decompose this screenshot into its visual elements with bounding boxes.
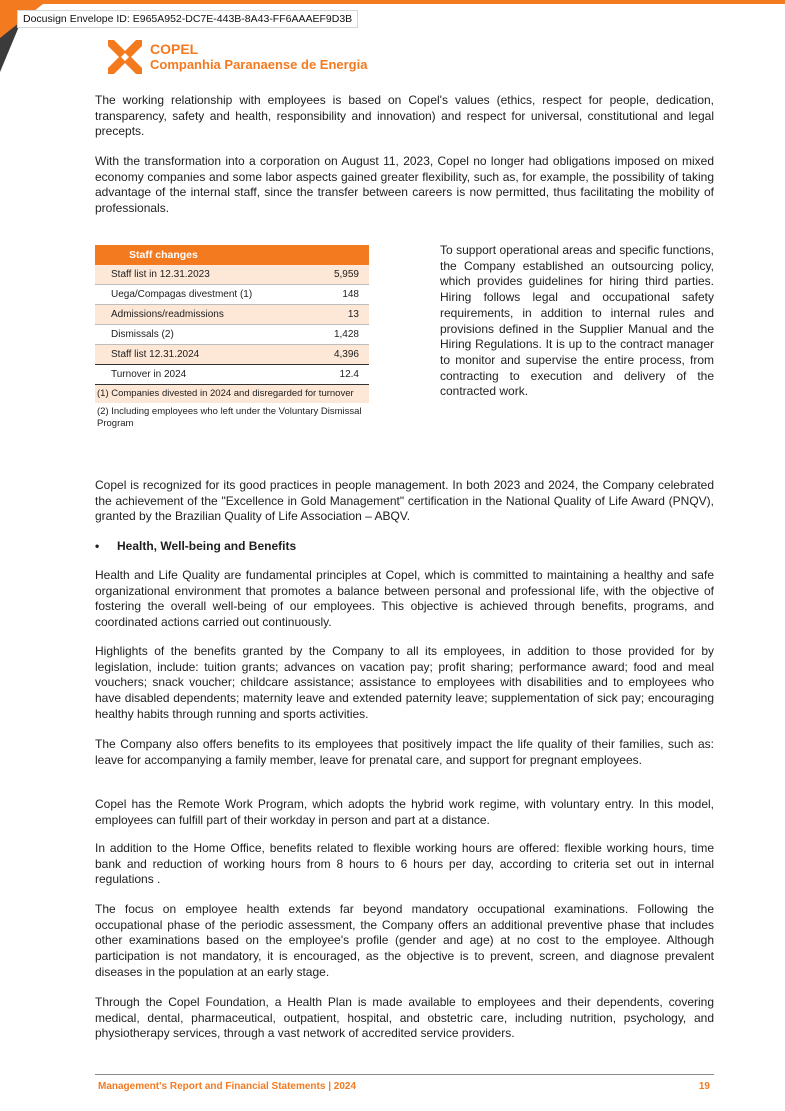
footer-divider: [95, 1074, 714, 1075]
body-paragraph: Highlights of the benefits granted by the Company to all its employees, in addition to those provided for by legislation, include: tuition grants; advances on vacation pay; profit sharing; performance award; food and meal vouchers; snack voucher; childcare assistance; assistance to employees with disabilities and to employees who have disabled dependents; maternity leave and extended paternity leave; supplementation of sick pay; encouraging healthy habits through running and sports activities.: [95, 644, 714, 721]
staff-table-title: Staff changes: [95, 245, 369, 265]
row-value: 12.4: [339, 369, 359, 380]
row-label: Staff list 12.31.2024: [111, 349, 200, 360]
row-label: Dismissals (2): [111, 329, 174, 340]
table-row: [95, 265, 369, 285]
brand-wordmark: [150, 41, 367, 72]
section-heading: [95, 539, 296, 554]
body-paragraph: Through the Copel Foundation, a Health Plan is made available to employees and their dependents, covering medical, dental, pharmaceutical, outpatient, hospital, and obstetric care, including nutrition, psychology, and physiotherapy services, through a vast network of accredited service providers.: [95, 995, 714, 1041]
body-paragraph: The Company also offers benefits to its employees that positively impact the life quality of their families, such as: leave for accompanying a family member, leave for prenatal care, and support for pregnant employees.: [95, 737, 714, 767]
staff-changes-table: [95, 245, 369, 433]
row-label: Turnover in 2024: [111, 369, 187, 380]
body-paragraph: The focus on employee health extends far beyond mandatory occupational examinations. Following the occupational phase of the periodic assessment, the Company offers an additional preventive phase that includes other examinations based on the employee's profile (gender and age) at no cost to the employee. Although participation is not mandatory, it is encouraged, as the objective is to prevent, screen, and diagnose prevalent diseases in the population at an early stage.: [95, 902, 714, 979]
bullet-icon: •: [95, 539, 100, 553]
table-row: [95, 325, 369, 345]
top-accent-bar: [0, 0, 785, 4]
page-number: 19: [698, 1081, 710, 1092]
table-row: [95, 305, 369, 325]
docusign-envelope-id: Docusign Envelope ID: E965A952-DC7E-443B-8A43-FF6AAAEF9D3B: [17, 10, 358, 28]
outsourcing-paragraph: To support operational areas and specific functions, the Company established an outsourcing policy, which provides guidelines for hiring third parties. Hiring follows legal and occupational safety requirements, in addition to internal rules and provisions defined in the Supplier Manual and the Hiring Regulations. It is up to the contract manager to monitor and supervise the entire process, from contracting to execution and delivery of the contracted work.: [440, 243, 714, 399]
body-paragraph: In addition to the Home Office, benefits related to flexible working hours are offered: flexible working hours, time bank and reduction of working hours from 8 hours to 6 hours per day, according to criteria set out in internal regulations .: [95, 841, 714, 887]
row-value: 5,959: [333, 269, 359, 280]
row-value: 4,396: [333, 349, 359, 360]
footer-title: Management's Report and Financial Statements | 2024: [98, 1081, 357, 1092]
brand-full-name: Companhia Paranaense de Energia: [150, 57, 368, 72]
corporation-paragraph: With the transformation into a corporation on August 11, 2023, Copel no longer had obligations imposed on mixed economy companies and some labor aspects gained greater flexibility, such as, for example, the possibility of taking advantage of the internal staff, since the transfer between careers is now permitted, thus facilitating the mobility of professionals.: [95, 154, 714, 216]
table-row: [95, 285, 369, 305]
table-footnote-2: (2) Including employees who left under the Voluntary Dismissal Program: [97, 406, 362, 429]
section-title: Health, Well-being and Benefits: [117, 539, 297, 553]
row-label: Staff list in 12.31.2023: [111, 269, 210, 280]
copel-logo-icon: [108, 40, 142, 74]
recognition-paragraph: Copel is recognized for its good practices in people management. In both 2023 and 2024, the Company celebrated the achievement of the "Excellence in Gold Management" certification in the National Quality of Life Award (PNQV), granted by the Brazilian Quality of Life Association – ABQV.: [95, 478, 714, 524]
row-value: 148: [342, 289, 359, 300]
row-label: Admissions/readmissions: [111, 309, 224, 320]
body-paragraph: Health and Life Quality are fundamental principles at Copel, which is committed to maintaining a healthy and safe organizational environment that promotes a balance between personal and professional life, with the objective of fostering the overall well-being of our employees. This objective is achieved through benefits, programs, and coordinated actions carried out continuously.: [95, 568, 714, 630]
table-footnote-1: (1) Companies divested in 2024 and disregarded for turnover: [95, 385, 369, 403]
brand-name: COPEL: [150, 41, 199, 57]
intro-paragraph: The working relationship with employees is based on Copel's values (ethics, respect for people, dedication, transparency, safety and health, responsibility and innovation) and respect for universal, constitutional and legal precepts.: [95, 93, 714, 139]
table-row: [95, 365, 369, 385]
body-paragraph: Copel has the Remote Work Program, which adopts the hybrid work regime, with voluntary entry. In this model, employees can fulfill part of their workday in person and part at a distance.: [95, 797, 714, 827]
table-row: [95, 345, 369, 365]
row-value: 13: [347, 309, 359, 320]
row-value: 1,428: [333, 329, 359, 340]
row-label: Uega/Compagas divestment (1): [111, 289, 253, 300]
